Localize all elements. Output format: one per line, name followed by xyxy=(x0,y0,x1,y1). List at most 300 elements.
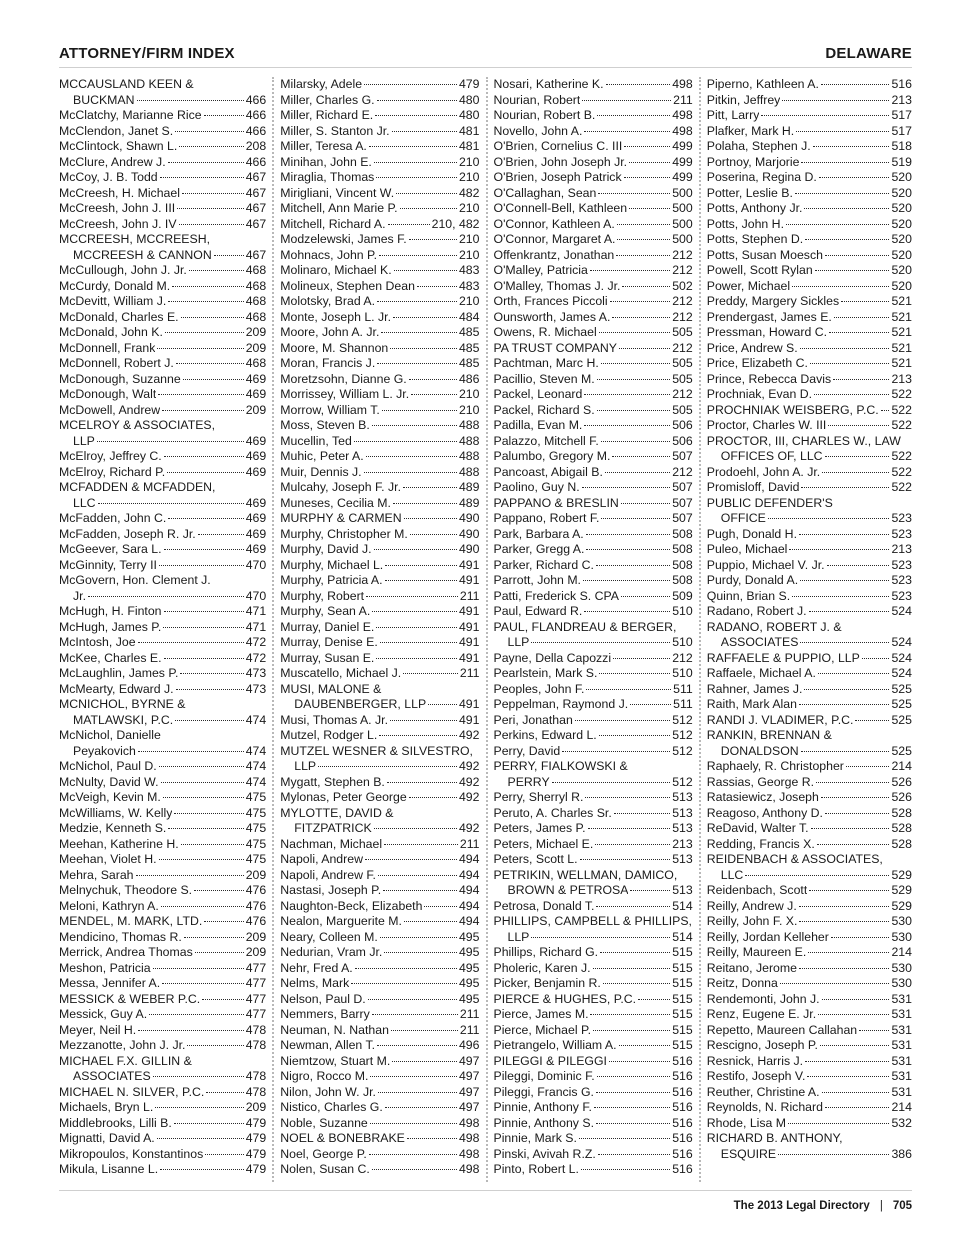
entry-name: MURPHY & CARMEN xyxy=(280,511,402,525)
dot-leader xyxy=(761,115,889,116)
dot-leader xyxy=(834,317,890,318)
index-entry-heading: McNichol, Danielle xyxy=(59,728,161,742)
dot-leader xyxy=(821,797,890,798)
index-entry xyxy=(707,511,912,527)
entry-page-number: 495 xyxy=(458,976,480,990)
dot-leader xyxy=(158,394,243,395)
dot-leader xyxy=(613,658,670,659)
entry-page-number: 479 xyxy=(245,1115,267,1130)
entry-name: McCurdy, Donald M. xyxy=(59,278,171,293)
index-entry xyxy=(707,945,912,961)
dot-leader xyxy=(624,146,670,147)
entry-name: McCreesh, John J. IV xyxy=(59,216,177,231)
entry-page-number: 210 xyxy=(458,402,480,417)
entry-page-number: 479 xyxy=(245,1162,267,1176)
entry-page-number: 518 xyxy=(891,139,912,153)
entry-name: Murphy, Christopher M. xyxy=(280,526,408,541)
entry-name: Promisloff, David xyxy=(706,480,800,494)
dot-leader xyxy=(778,1154,889,1155)
index-entry xyxy=(280,728,479,744)
dot-leader xyxy=(364,84,457,85)
dot-leader xyxy=(808,952,889,953)
entry-page-number: 516 xyxy=(891,77,912,91)
entry-page-number: 469 xyxy=(245,526,267,541)
entry-page-number: 526 xyxy=(891,790,912,804)
entry-page-number: 210 xyxy=(458,232,480,246)
index-entry xyxy=(280,573,479,589)
entry-page-number: 490 xyxy=(458,526,480,541)
entry-page-number: 209 xyxy=(245,1100,267,1114)
index-entry xyxy=(707,527,912,543)
entry-name: ReDavid, Walter T. xyxy=(706,821,809,835)
page-header xyxy=(59,42,912,68)
dot-leader xyxy=(384,844,458,845)
entry-page-number: 209 xyxy=(245,929,267,944)
entry-page-number: 515 xyxy=(672,976,693,990)
entry-name: Pileggi, Francis G. xyxy=(493,1084,594,1099)
index-entry-heading: RICHARD B. ANTHONY, xyxy=(706,1131,843,1145)
dot-leader xyxy=(600,952,670,953)
entry-page-number: 212 xyxy=(672,294,693,308)
entry-page-number: 495 xyxy=(458,960,480,975)
index-entry xyxy=(59,883,266,899)
entry-page-number: 469 xyxy=(245,464,267,479)
entry-name: Noble, Suzanne xyxy=(280,1115,368,1130)
index-entry xyxy=(280,341,479,357)
index-entry-heading: MCELROY & ASSOCIATES, xyxy=(59,418,216,432)
index-entry xyxy=(494,186,693,202)
index-entry xyxy=(494,837,693,853)
entry-page-number: 500 xyxy=(672,232,693,246)
entry-page-number: 521 xyxy=(891,325,912,339)
index-entry-heading: PHILLIPS, CAMPBELL & PHILLIPS, xyxy=(493,914,692,928)
dot-leader xyxy=(374,549,457,550)
dot-leader xyxy=(206,1092,243,1093)
entry-name: Meshon, Patricia xyxy=(59,960,151,975)
dot-leader xyxy=(804,208,889,209)
index-entry xyxy=(59,976,266,992)
entry-page-number: 211 xyxy=(673,92,693,107)
entry-page-number: 467 xyxy=(245,247,267,262)
index-entry xyxy=(494,108,693,124)
entry-page-number: 498 xyxy=(458,1115,480,1130)
index-entry xyxy=(59,821,266,837)
dot-leader xyxy=(552,782,671,783)
dot-leader xyxy=(370,1076,457,1077)
entry-name: Reitano, Jerome xyxy=(706,960,797,975)
entry-page-number: 213 xyxy=(891,371,912,386)
index-entry xyxy=(707,976,912,992)
index-entry xyxy=(280,666,479,682)
index-entry xyxy=(59,1131,266,1147)
entry-name: Portnoy, Marjorie xyxy=(706,154,800,169)
entry-name: Pearlstein, Mark S. xyxy=(493,666,598,680)
entry-page-number: 531 xyxy=(891,1069,912,1083)
entry-name: Quinn, Brian S. xyxy=(706,588,791,603)
entry-page-number: 528 xyxy=(891,836,912,851)
index-entry xyxy=(494,635,693,651)
index-entry xyxy=(707,837,912,853)
index-entry xyxy=(707,604,912,620)
entry-page-number: 520 xyxy=(891,216,912,231)
dot-leader xyxy=(172,286,244,287)
dot-leader xyxy=(601,363,670,364)
index-entry xyxy=(59,155,266,171)
entry-page-number: 468 xyxy=(245,278,267,293)
entry-page-number: 478 xyxy=(245,1022,267,1037)
index-entry xyxy=(707,418,912,434)
index-entry xyxy=(494,1100,693,1116)
dot-leader xyxy=(159,859,244,860)
entry-name: Pietrangelo, William A. xyxy=(493,1038,617,1052)
entry-page-number: 481 xyxy=(458,139,480,153)
entry-name: Medzie, Kenneth S. xyxy=(59,821,167,835)
dot-leader xyxy=(205,1154,243,1155)
entry-page-number: 505 xyxy=(672,356,693,370)
entry-name: Merrick, Andrea Thomas xyxy=(59,945,193,959)
entry-name: Novello, John A. xyxy=(493,123,583,138)
entry-page-number: 467 xyxy=(245,201,267,215)
dot-leader xyxy=(599,735,671,736)
entry-page-number: 520 xyxy=(891,278,912,293)
entry-page-number: 211 xyxy=(459,1007,480,1021)
dot-leader xyxy=(599,332,671,333)
dot-leader xyxy=(596,1123,670,1124)
index-entry xyxy=(280,418,479,434)
entry-name: BROWN & PETROSA xyxy=(507,883,629,897)
entry-page-number: 531 xyxy=(891,1022,912,1037)
index-entry xyxy=(280,852,479,868)
entry-page-number: 470 xyxy=(245,588,267,603)
dot-leader xyxy=(594,1107,670,1108)
entry-name: Murphy, Robert xyxy=(280,588,365,603)
index-entry-heading: MICHAEL F.X. GILLIN & xyxy=(59,1053,192,1068)
entry-page-number: 473 xyxy=(245,681,267,696)
entry-page-number: 475 xyxy=(245,790,267,804)
dot-leader xyxy=(582,487,671,488)
dot-leader xyxy=(859,1030,889,1031)
dot-leader xyxy=(163,797,244,798)
dot-leader xyxy=(596,906,670,907)
entry-page-number: 484 xyxy=(458,309,480,324)
entry-name: Murray, Denise E. xyxy=(280,635,378,649)
entry-name: Noel, George P. xyxy=(280,1146,367,1161)
entry-page-number: 513 xyxy=(672,852,693,866)
entry-name: Murray, Daniel E. xyxy=(280,619,375,634)
entry-name: Meloni, Kathryn A. xyxy=(59,898,159,913)
index-entry xyxy=(59,465,266,481)
index-entry xyxy=(707,775,912,791)
entry-name: Moore, John A. Jr. xyxy=(280,325,380,339)
index-entry xyxy=(280,465,479,481)
entry-page-number: 515 xyxy=(672,1038,693,1052)
entry-page-number: 214 xyxy=(891,945,912,959)
index-entry xyxy=(59,341,266,357)
entry-name: NOEL & BONEBRAKE xyxy=(280,1131,405,1145)
index-entry xyxy=(707,449,912,465)
entry-name: Moran, Francis J. xyxy=(280,356,376,370)
entry-page-number: 521 xyxy=(891,356,912,370)
entry-name: PERRY xyxy=(507,774,550,789)
entry-name: Raphaely, R. Christopher xyxy=(706,759,844,773)
index-entry xyxy=(707,589,912,605)
entry-name: Potts, Stephen D. xyxy=(706,232,804,246)
index-entry xyxy=(59,527,266,543)
entry-page-number: 513 xyxy=(672,790,693,804)
entry-name: Musi, Thomas A. Jr. xyxy=(280,712,388,727)
entry-page-number: 489 xyxy=(458,480,480,494)
entry-page-number: 529 xyxy=(891,883,912,897)
entry-name: Miller, S. Stanton Jr. xyxy=(280,123,390,138)
index-entry xyxy=(707,744,912,760)
index-entry xyxy=(280,449,479,465)
index-entry xyxy=(280,945,479,961)
entry-page-number: 530 xyxy=(891,929,912,944)
dot-leader xyxy=(369,1154,457,1155)
entry-name: Pitt, Larry xyxy=(706,108,760,122)
entry-page-number: 467 xyxy=(245,170,267,184)
dot-leader xyxy=(400,208,457,209)
dot-leader xyxy=(619,1045,671,1046)
dot-leader xyxy=(204,115,244,116)
entry-page-number: 505 xyxy=(672,402,693,417)
entry-name: Power, Michael xyxy=(706,278,791,293)
dot-leader xyxy=(811,828,890,829)
entry-name: McElroy, Richard P. xyxy=(59,464,166,479)
dot-leader xyxy=(593,1030,670,1031)
entry-page-number: 500 xyxy=(672,185,693,200)
index-entry xyxy=(59,1100,266,1116)
entry-page-number: 466 xyxy=(245,92,267,107)
entry-name: LLC xyxy=(720,867,744,882)
entry-name: Naughton-Beck, Elizabeth xyxy=(280,898,423,913)
index-entry xyxy=(494,1038,693,1054)
entry-name: Plafker, Mark H. xyxy=(706,123,795,138)
entry-page-number: 521 xyxy=(891,294,912,308)
dot-leader xyxy=(175,131,244,132)
index-entry-heading: RANKIN, BRENNAN & xyxy=(706,728,832,742)
dot-leader xyxy=(407,1138,457,1139)
entry-name: Packel, Leonard xyxy=(493,387,583,401)
entry-name: Peters, Scott L. xyxy=(493,852,578,866)
dot-leader xyxy=(214,255,244,256)
index-entry xyxy=(707,155,912,171)
entry-name: Milarsky, Adele xyxy=(280,77,363,91)
entry-page-number: 483 xyxy=(458,263,480,277)
dot-leader xyxy=(799,968,889,969)
dot-leader xyxy=(597,115,670,116)
entry-page-number: 210 xyxy=(458,387,480,401)
entry-name: Nelms, Mark xyxy=(280,976,350,990)
index-entry xyxy=(59,434,266,450)
dot-leader xyxy=(366,456,457,457)
entry-name: Restifo, Joseph V. xyxy=(706,1069,806,1083)
index-entry xyxy=(707,899,912,915)
dot-leader xyxy=(595,844,670,845)
entry-name: PA TRUST COMPANY xyxy=(493,340,617,355)
entry-name: Mezzanotte, John J. Jr. xyxy=(59,1038,186,1052)
entry-name: Murphy, Michael L. xyxy=(280,557,384,572)
index-entry xyxy=(494,821,693,837)
dot-leader xyxy=(585,797,670,798)
entry-page-number: 490 xyxy=(458,511,480,525)
entry-name: Mylonas, Peter George xyxy=(280,790,407,804)
entry-page-number: 492 xyxy=(458,821,480,835)
index-entry xyxy=(707,682,912,698)
dot-leader xyxy=(768,518,890,519)
entry-name: Puleo, Michael xyxy=(706,542,788,556)
index-entry xyxy=(280,542,479,558)
entry-page-number: 214 xyxy=(891,1100,912,1114)
entry-page-number: 211 xyxy=(459,588,480,603)
entry-page-number: 474 xyxy=(245,759,267,773)
index-entry xyxy=(494,883,693,899)
entry-page-number: 468 xyxy=(245,294,267,308)
index-entry-heading: MCCREESH, MCCREESH, xyxy=(59,232,210,246)
index-entry xyxy=(59,620,266,636)
entry-page-number: 498 xyxy=(672,108,693,122)
entry-name: Pierce, James M. xyxy=(493,1007,589,1021)
entry-name: Redding, Francis X. xyxy=(706,836,815,851)
entry-page-number: 508 xyxy=(672,557,693,572)
entry-page-number: 491 xyxy=(458,650,480,665)
entry-page-number: 478 xyxy=(245,1084,267,1099)
index-entry xyxy=(280,1023,479,1039)
index-column-1 xyxy=(59,77,272,1182)
entry-name: McDowell, Andrew xyxy=(59,402,161,417)
index-entry xyxy=(280,961,479,977)
entry-name: LLP xyxy=(507,635,530,649)
entry-page-number: 502 xyxy=(672,278,693,293)
dot-leader xyxy=(792,286,889,287)
index-column-4 xyxy=(699,77,912,1182)
index-entry xyxy=(280,77,479,93)
entry-name: Nosari, Katherine K. xyxy=(493,77,604,91)
entry-name: Molinaro, Michael K. xyxy=(280,263,392,277)
dot-leader xyxy=(800,642,889,643)
entry-page-number: 213 xyxy=(672,836,693,851)
dot-leader xyxy=(160,1169,244,1170)
index-title: ATTORNEY/FIRM INDEX xyxy=(59,45,235,62)
entry-page-number: 475 xyxy=(245,836,267,851)
entry-page-number: 468 xyxy=(245,309,267,324)
dot-leader xyxy=(801,487,889,488)
dot-leader xyxy=(187,1045,243,1046)
entry-page-number: 491 xyxy=(458,712,480,727)
index-entry xyxy=(59,666,266,682)
entry-name: Proctor, Charles W. III xyxy=(706,418,827,432)
index-entry xyxy=(59,759,266,775)
dot-leader xyxy=(598,1154,670,1155)
entry-name: Miller, Richard E. xyxy=(280,108,374,122)
entry-page-number: 481 xyxy=(458,123,480,138)
entry-page-number: 526 xyxy=(891,774,912,789)
dot-leader xyxy=(786,224,889,225)
entry-page-number: 497 xyxy=(458,1084,480,1099)
index-entry xyxy=(707,635,912,651)
dot-leader xyxy=(617,224,670,225)
entry-page-number: 486 xyxy=(458,371,480,386)
dot-leader xyxy=(575,720,670,721)
dot-leader xyxy=(174,813,243,814)
index-entry xyxy=(707,480,912,496)
index-entry xyxy=(494,310,693,326)
entry-name: Mendicino, Thomas R. xyxy=(59,929,182,944)
dot-leader xyxy=(833,379,889,380)
index-entry xyxy=(707,821,912,837)
entry-name: Nelson, Paul D. xyxy=(280,991,366,1006)
dot-leader xyxy=(384,952,457,953)
entry-page-number: 525 xyxy=(891,743,912,758)
dot-leader xyxy=(396,193,457,194)
entry-page-number: 507 xyxy=(672,495,693,510)
entry-page-number: 494 xyxy=(458,852,480,866)
index-entry xyxy=(280,480,479,496)
dot-leader xyxy=(822,472,889,473)
index-entry xyxy=(59,945,266,961)
dot-leader xyxy=(176,689,244,690)
dot-leader xyxy=(390,720,457,721)
dot-leader xyxy=(198,534,244,535)
entry-name: LLC xyxy=(73,495,96,510)
dot-leader xyxy=(168,162,244,163)
index-entry xyxy=(280,1007,479,1023)
entry-name: Moretzsohn, Dianne G. xyxy=(280,371,407,386)
entry-name: Potts, Anthony Jr. xyxy=(706,201,803,215)
dot-leader xyxy=(801,751,890,752)
index-entry xyxy=(59,449,266,465)
dot-leader xyxy=(394,270,457,271)
entry-name: McDevitt, William J. xyxy=(59,294,167,308)
index-entry xyxy=(280,992,479,1008)
dot-leader xyxy=(813,146,890,147)
entry-name: Murphy, Patricia A. xyxy=(280,573,383,587)
entry-page-number: 482 xyxy=(458,185,480,200)
index-entry xyxy=(494,170,693,186)
entry-name: MESSICK & WEBER P.C. xyxy=(59,991,201,1006)
entry-name: Pacillio, Steven M. xyxy=(493,371,595,386)
index-entry xyxy=(59,248,266,264)
entry-page-number: 211 xyxy=(459,1022,480,1037)
index-entry xyxy=(494,1069,693,1085)
entry-name: McFadden, Joseph R. Jr. xyxy=(59,526,196,541)
entry-page-number: 209 xyxy=(245,402,267,417)
index-entry xyxy=(280,1038,479,1054)
dot-leader xyxy=(410,534,457,535)
entry-name: Nastasi, Joseph P. xyxy=(280,883,382,897)
entry-page-number: 529 xyxy=(891,898,912,913)
dot-leader xyxy=(387,782,457,783)
dot-leader xyxy=(593,968,671,969)
dot-leader xyxy=(622,286,670,287)
entry-name: Piperno, Kathleen A. xyxy=(706,77,819,91)
index-entry xyxy=(280,1116,479,1132)
entry-name: Mitchell, Ann Marie P. xyxy=(280,201,398,215)
entry-name: Phillips, Richard G. xyxy=(493,945,599,959)
dot-leader xyxy=(174,1123,244,1124)
index-entry-heading: PROCTOR, III, CHARLES W., LAW xyxy=(706,433,901,448)
index-entry xyxy=(707,883,912,899)
entry-name: PIERCE & HUGHES, P.C. xyxy=(493,991,637,1006)
dot-leader xyxy=(428,704,457,705)
entry-page-number: 478 xyxy=(245,1069,267,1083)
entry-name: McGinnity, Terry II xyxy=(59,557,157,572)
index-entry xyxy=(494,1116,693,1132)
dot-leader xyxy=(827,565,890,566)
entry-page-number: 489 xyxy=(458,495,480,510)
dot-leader xyxy=(189,270,244,271)
entry-name: Neuman, N. Nathan xyxy=(280,1022,389,1037)
